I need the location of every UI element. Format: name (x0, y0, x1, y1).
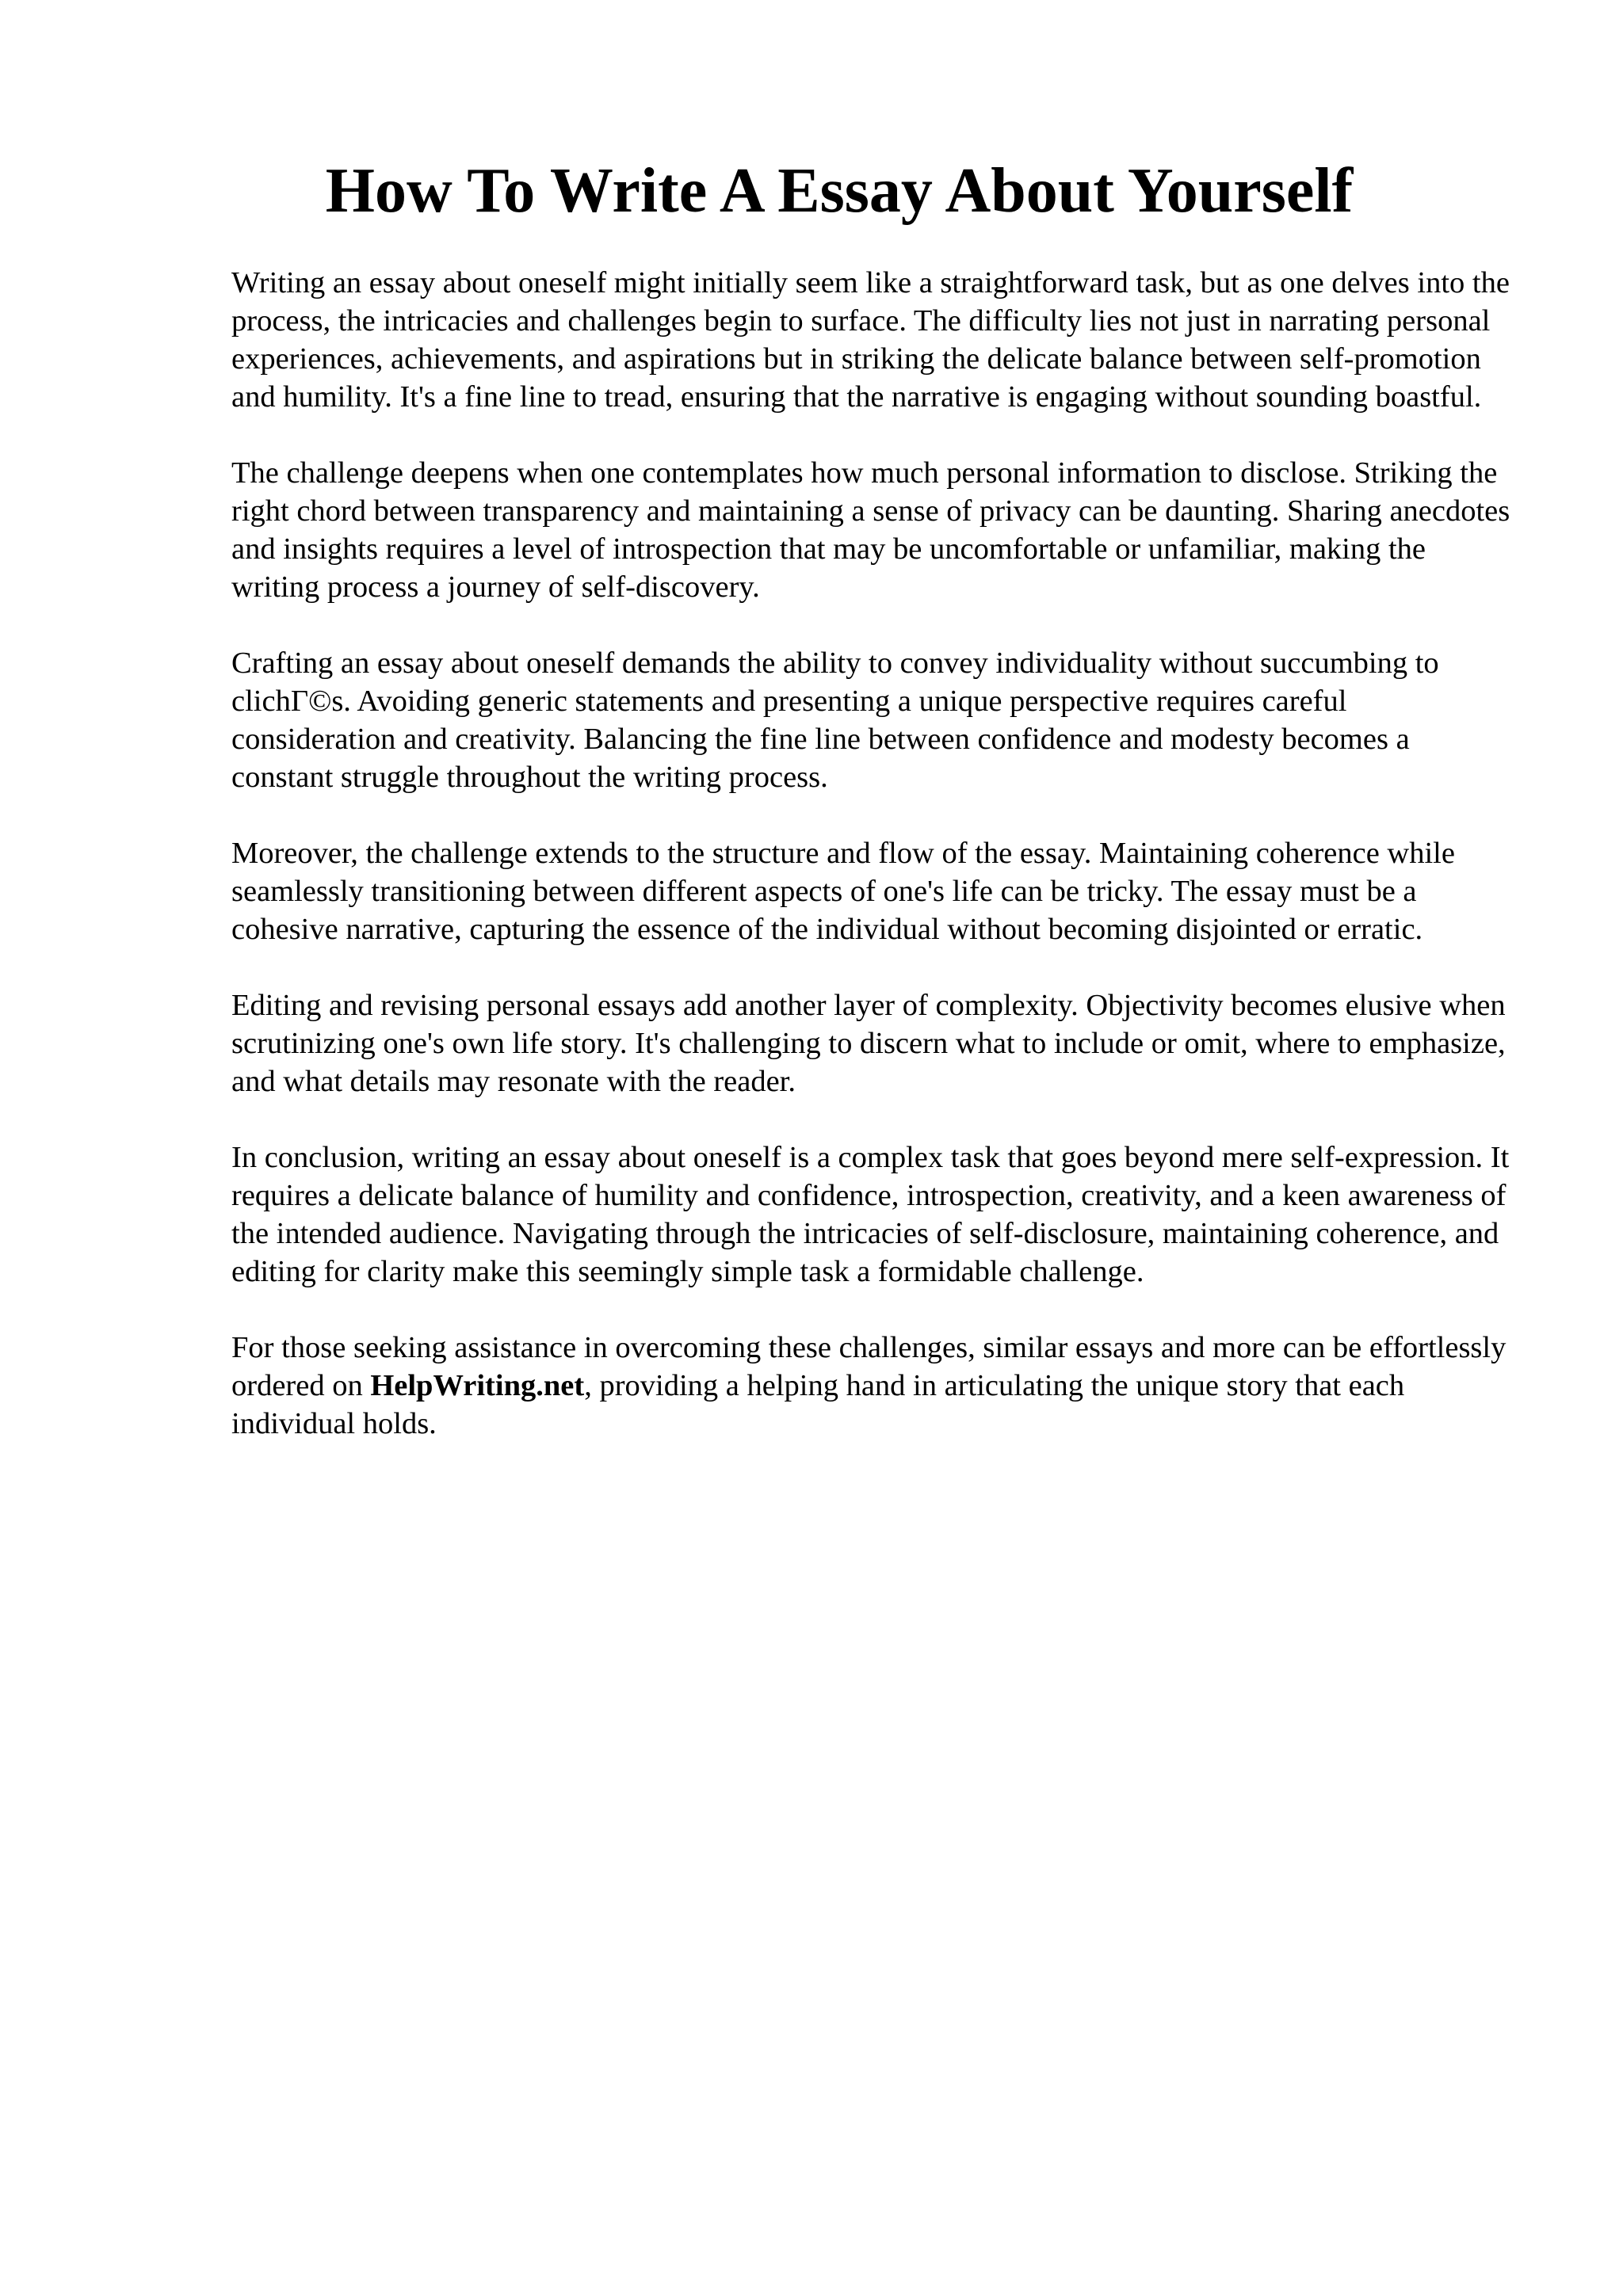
paragraph-6: In conclusion, writing an essay about oneself is a complex task that goes beyond mere self-expression. It requires a delicate balance of humility and confidence, introspection, creativity, and a keen awareness of the intended audience. Navigating through the intricacies of self-disclosure, maintaining coherence, and editing for clarity make this seemingly simple task a formidable challenge. (231, 1141, 1510, 1288)
paragraph-5: Editing and revising personal essays add another layer of complexity. Objectivity becomes elusive when scrutinizing one's own life story. It's challenging to discern what to include or omit, where to emphasize, and what details may resonate with the reader. (231, 989, 1506, 1098)
document-title: How To Write A Essay About Yourself (325, 156, 1354, 226)
paragraph-4: Moreover, the challenge extends to the structure and flow of the essay. Maintaining coherence while seamlessly transitioning between different aspects of one's life can be tricky. The essay must be a cohesive narrative, capturing the essence of the individual without becoming disjointed or erratic. (231, 837, 1455, 946)
document-body (231, 264, 1517, 1481)
closing-text-before: For those seeking assistance in overcoming these challenges, similar essays and more can be effortlessly ordered on (231, 1331, 1507, 1402)
brand-name: HelpWriting.net (370, 1369, 585, 1402)
paragraph-3: Crafting an essay about oneself demands the ability to convey individuality without succumbing to clichГ©s. Avoiding generic statements and presenting a unique perspective requires careful consideration and creativity. Balancing the fine line between confidence and modesty becomes a constant struggle throughout the writing process. (231, 646, 1439, 794)
closing-text-after: , providing a helping hand in articulating the unique story that each individual holds. (231, 1369, 1405, 1440)
paragraph-1: Writing an essay about oneself might initially seem like a straightforward task, but as one delves into the process, the intricacies and challenges begin to surface. The difficulty lies not just in narrating personal experiences, achievements, and aspirations but in striking the delicate balance between self-promotion and humility. It's a fine line to tread, ensuring that the narrative is engaging without sounding boastful. (231, 266, 1510, 414)
paragraph-2: The challenge deepens when one contemplates how much personal information to disclose. Striking the right chord between transparency and maintaining a sense of privacy can be daunting. Sharing anecdotes and insights requires a level of introspection that may be uncomfortable or unfamiliar, making the writing process a journey of self-discovery. (231, 456, 1510, 604)
closing-paragraph (231, 1329, 1517, 1443)
